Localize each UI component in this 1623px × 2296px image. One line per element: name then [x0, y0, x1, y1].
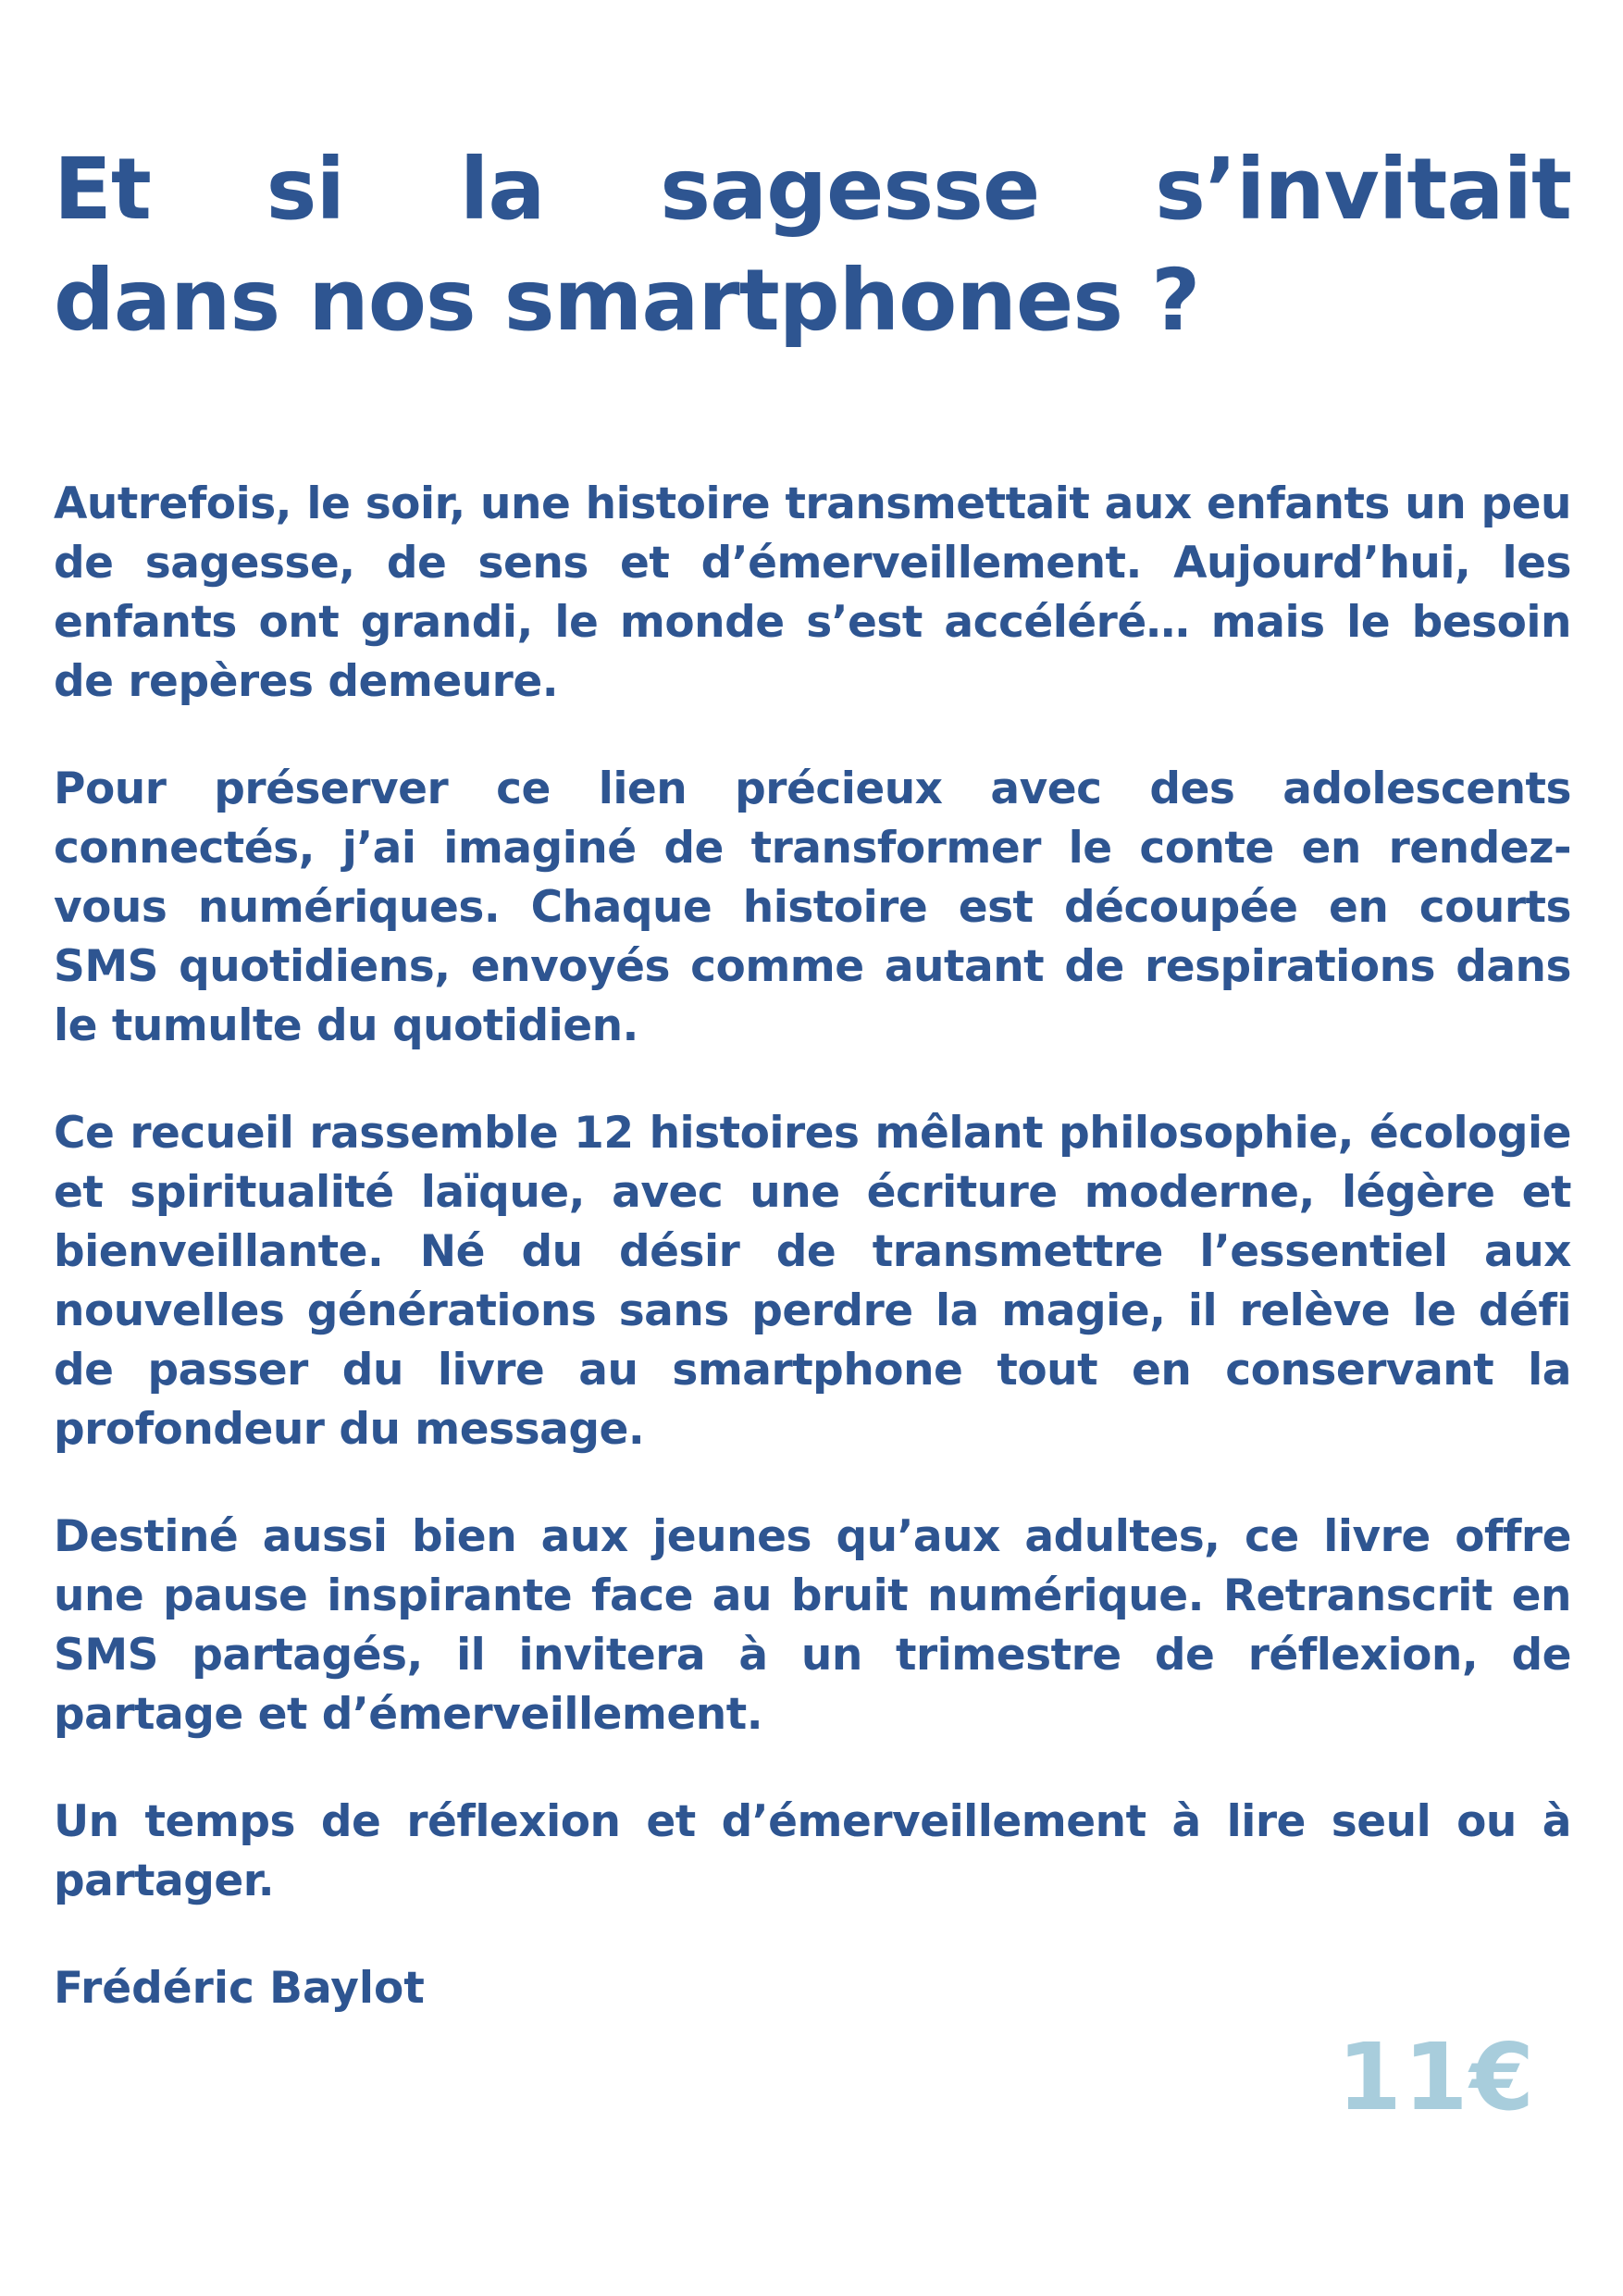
paragraph-recueil-12-histoires: Ce recueil rassemble 12 histoires mêlant philosophie, écologie et spiritualité laïque, avec une écriture moderne, légère et bienveillante. Né du désir de transmettre l’essentiel aux nouvelles générations sans perdre la magie, il relève le défi de passer du livre au smartphone tout en conservant la profondeur du message.	[54, 1108, 1571, 1455]
paragraph-autrefois: Autrefois, le soir, une histoire transmettait aux enfants un peu de sagesse, de sens et d’émerveillement. Aujourd’hui, les enfants ont grandi, le monde s’est accéléré… mais le besoin de repères demeure.	[54, 478, 1571, 707]
paragraph-preserver-lien: Pour préserver ce lien précieux avec des adolescents connectés, j’ai imaginé de transformer le conte en rendez-vous numériques. Chaque histoire est découpée en courts SMS quotidiens, envoyés comme autant de respirations dans le tumulte du quotidien.	[54, 763, 1571, 1051]
paragraph-temps-reflexion: Un temps de réflexion et d’émerveillement à lire seul ou à partager.	[54, 1796, 1571, 1906]
page-title	[54, 134, 1571, 356]
title-line-2: dans nos smartphones ?	[54, 251, 1200, 350]
paragraph-destine-jeunes-adultes: Destiné aussi bien aux jeunes qu’aux adultes, ce livre offre une pause inspirante face au bruit numérique. Retranscrit en SMS partagés, il invitera à un trimestre de réflexion, de partage et d’émerveillement.	[54, 1511, 1571, 1740]
title-line-1: Et si la sagesse s’invitait	[54, 140, 1571, 239]
author-signature: Frédéric Baylot	[54, 1963, 425, 2014]
price-tag: 11€	[1337, 2023, 1536, 2131]
